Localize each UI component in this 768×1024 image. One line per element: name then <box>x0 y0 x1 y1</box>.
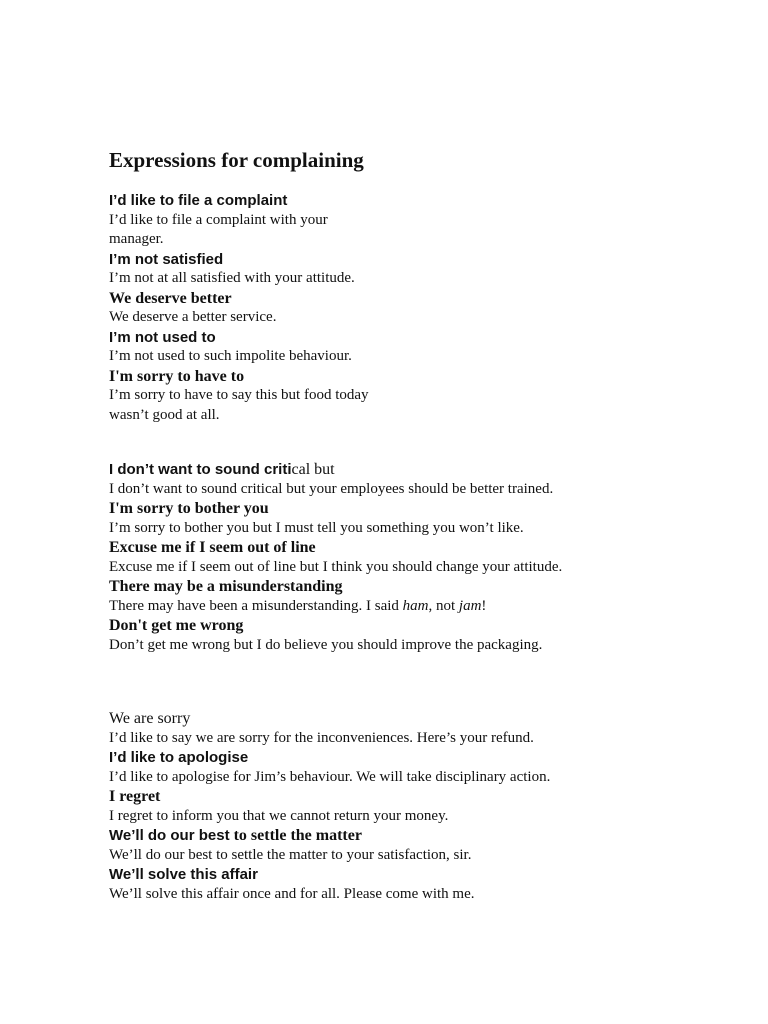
expression-heading: I’m not satisfied <box>109 250 224 268</box>
example-sentence: I’m not at all satisfied with your attitude. <box>109 270 355 286</box>
example-sentence: Excuse me if I seem out of line but I think you should change your attitude. <box>109 558 563 575</box>
example-sentence: Don’t get me wrong but I do believe you should improve the packaging. <box>109 636 543 653</box>
section-polite-complaints <box>109 460 749 655</box>
sentence-part: ! <box>481 597 487 614</box>
expression-heading: Excuse me if I seem out of line <box>109 539 316 556</box>
example-sentence: I’d like to say we are sorry for the inconveniences. Here’s your refund. <box>109 729 534 746</box>
example-sentence: We’ll solve this affair once and for all. Please come with me. <box>109 885 475 902</box>
example-sentence: I’m sorry to have to say this but food today <box>109 387 369 403</box>
example-sentence <box>109 597 749 617</box>
expression-heading: We’ll solve this affair <box>109 866 258 883</box>
example-sentence: wasn’t good at all. <box>109 406 220 423</box>
sentence-italic-word: ham <box>402 597 429 614</box>
example-sentence: I’m not used to such impolite behaviour. <box>109 348 352 364</box>
sentence-part: There may have been a misunderstanding. I said <box>109 597 403 614</box>
expression-heading: I’m not used to <box>109 328 216 346</box>
heading-bold-part: to settle the matter <box>229 827 362 844</box>
heading-bold-part: I don’t want to sound criti <box>109 461 292 478</box>
example-sentence: I regret to inform you that we cannot return your money. <box>109 807 449 824</box>
expression-heading: We deserve better <box>109 289 232 307</box>
expression-heading: I'm sorry to have to <box>109 367 245 385</box>
expression-heading: I’d like to file a complaint <box>109 192 288 209</box>
document-title: Expressions for complaining <box>109 148 364 172</box>
expression-heading: I'm sorry to bother you <box>109 500 269 517</box>
expression-heading: I regret <box>109 788 161 805</box>
expression-heading: There may be a misunderstanding <box>109 578 343 595</box>
example-sentence: I’d like to file a complaint with your <box>109 211 328 228</box>
example-sentence: I’m sorry to bother you but I must tell you something you won’t like. <box>109 519 524 536</box>
section-responses <box>109 709 749 904</box>
sentence-part: , not <box>428 597 459 614</box>
expression-heading: I’d like to apologise <box>109 749 249 766</box>
expression-heading: We are sorry <box>109 710 191 727</box>
example-sentence: We’ll do our best to settle the matter to your satisfaction, sir. <box>109 846 472 863</box>
example-sentence: I’d like to apologise for Jim’s behaviour. We will take disciplinary action. <box>109 768 551 785</box>
section-complaints <box>109 191 749 425</box>
heading-bold-part: We’ll do our best <box>109 827 230 844</box>
expression-heading <box>109 826 749 846</box>
sentence-italic-word: jam <box>458 597 482 614</box>
heading-plain-part: cal but <box>291 461 335 478</box>
example-sentence: I don’t want to sound critical but your employees should be better trained. <box>109 480 554 497</box>
expression-heading: Don't get me wrong <box>109 617 244 634</box>
example-sentence: We deserve a better service. <box>109 309 277 325</box>
expression-heading <box>109 460 749 480</box>
example-sentence: manager. <box>109 231 164 247</box>
